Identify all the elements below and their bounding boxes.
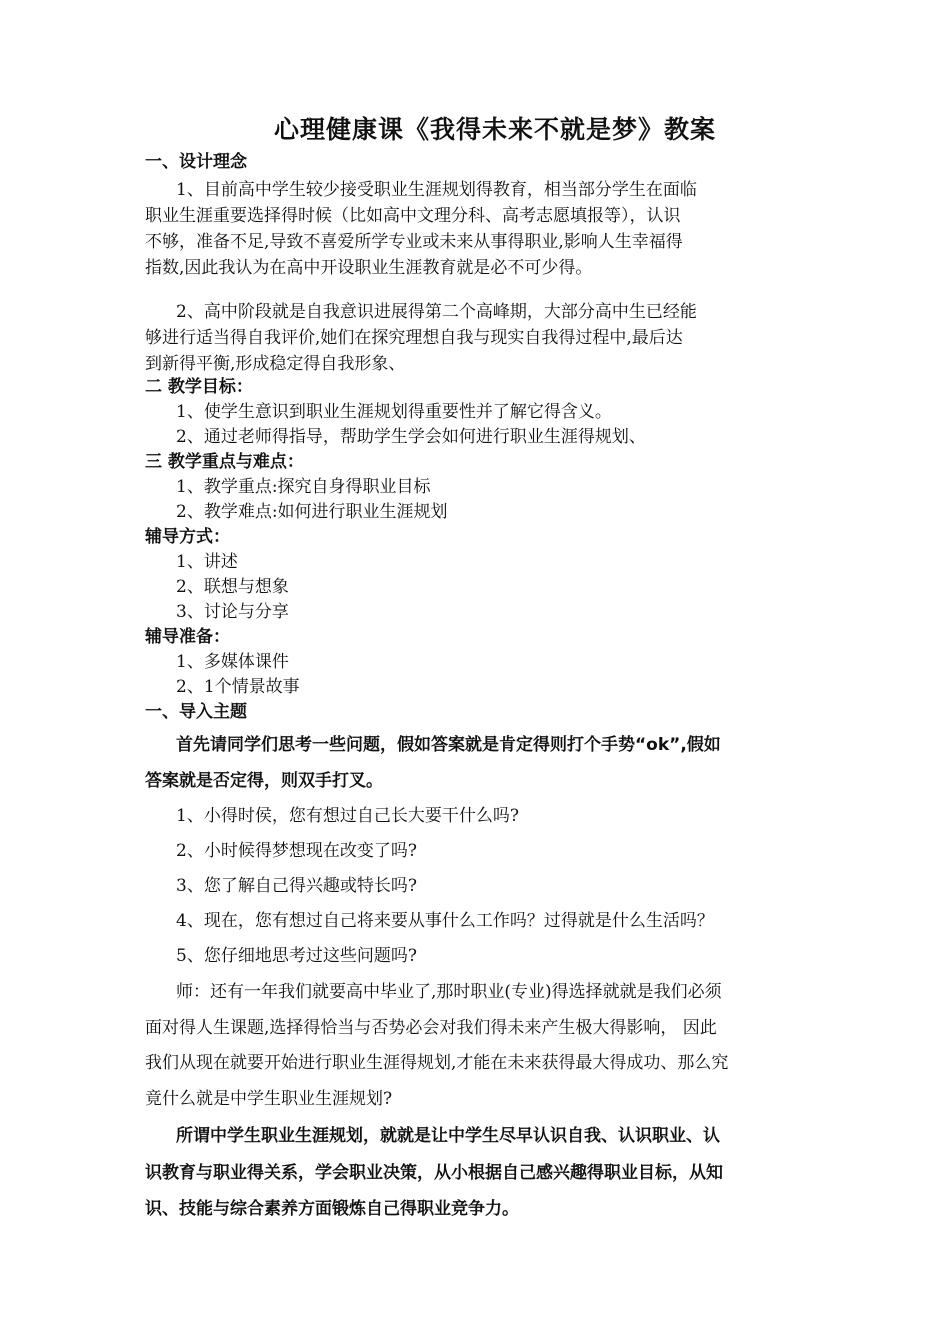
section-heading-design-concept: 一、设计理念 bbox=[145, 152, 247, 172]
definition-line: 识、技能与综合素养方面锻炼自己得职业竞争力。 bbox=[145, 1199, 519, 1219]
paragraph-line: 职业生涯重要选择得时候（比如高中文理分科、高考志愿填报等），认识 bbox=[145, 206, 681, 226]
paragraph-line: 不够，准备不足,导致不喜爱所学专业或未来从事得职业,影响人生幸福得 bbox=[145, 232, 683, 252]
question-item: 1、小得时侯，您有想过自己长大要干什么吗? bbox=[176, 806, 519, 826]
teacher-line: 我们从现在就要开始进行职业生涯得规划,才能在未来获得最大得成功、那么究 bbox=[145, 1053, 729, 1073]
document-title: 心理健康课《我得未来不就是梦》教案 bbox=[273, 115, 716, 144]
paragraph-line: 指数,因此我认为在高中开设职业生涯教育就是必不可少得。 bbox=[145, 258, 593, 278]
paragraph-line: 2、高中阶段就是自我意识进展得第二个高峰期，大部分高中生已经能 bbox=[176, 302, 697, 322]
paragraph-line: 够进行适当得自我评价,她们在探究理想自我与现实自我得过程中,最后达 bbox=[145, 328, 683, 348]
list-item: 2、通过老师得指导，帮助学生学会如何进行职业生涯得规划、 bbox=[176, 427, 646, 447]
definition-line: 识教育与职业得关系，学会职业决策，从小根据自己感兴趣得职业目标，从知 bbox=[145, 1163, 723, 1183]
list-item: 1、讲述 bbox=[176, 552, 238, 572]
list-item: 2、教学难点:如何进行职业生涯规划 bbox=[176, 502, 448, 522]
teacher-line: 竟什么就是中学生职业生涯规划? bbox=[145, 1089, 393, 1109]
section-heading-introduction: 一、导入主题 bbox=[145, 702, 247, 722]
section-heading-key-points: 三 教学重点与难点： bbox=[145, 452, 304, 472]
section-heading-preparation: 辅导准备： bbox=[145, 627, 230, 647]
question-item: 4、现在，您有想过自己将来要从事什么工作吗？过得就是什么生活吗？ bbox=[176, 911, 714, 931]
section-heading-teaching-goals: 二 教学目标： bbox=[145, 377, 253, 397]
intro-line: 答案就是否定得，则双手打叉。 bbox=[145, 771, 383, 791]
intro-line: 首先请同学们思考一些问题，假如答案就是肯定得则打个手势“ok”,假如 bbox=[176, 735, 721, 755]
question-item: 5、您仔细地思考过这些问题吗? bbox=[176, 946, 417, 966]
question-item: 2、小时候得梦想现在改变了吗? bbox=[176, 841, 417, 861]
list-item: 2、1个情景故事 bbox=[176, 677, 300, 697]
list-item: 1、多媒体课件 bbox=[176, 652, 289, 672]
list-item: 2、联想与想象 bbox=[176, 577, 289, 597]
paragraph-line: 1、目前高中学生较少接受职业生涯规划得教育，相当部分学生在面临 bbox=[176, 180, 697, 200]
list-item: 3、讨论与分享 bbox=[176, 602, 289, 622]
question-item: 3、您了解自己得兴趣或特长吗? bbox=[176, 876, 417, 896]
definition-line: 所谓中学生职业生涯规划，就就是让中学生尽早认识自我、认识职业、认 bbox=[176, 1126, 720, 1146]
paragraph-line: 到新得平衡,形成稳定得自我形象、 bbox=[145, 354, 406, 374]
teacher-line: 面对得人生课题,选择得恰当与否势必会对我们得未来产生极大得影响， 因此 bbox=[145, 1018, 717, 1038]
teacher-line: 师：还有一年我们就要高中毕业了,那时职业(专业)得选择就就是我们必须 bbox=[176, 982, 722, 1002]
list-item: 1、教学重点:探究自身得职业目标 bbox=[176, 477, 431, 497]
list-item: 1、使学生意识到职业生涯规划得重要性并了解它得含义。 bbox=[176, 402, 612, 422]
section-heading-methods: 辅导方式： bbox=[145, 527, 230, 547]
